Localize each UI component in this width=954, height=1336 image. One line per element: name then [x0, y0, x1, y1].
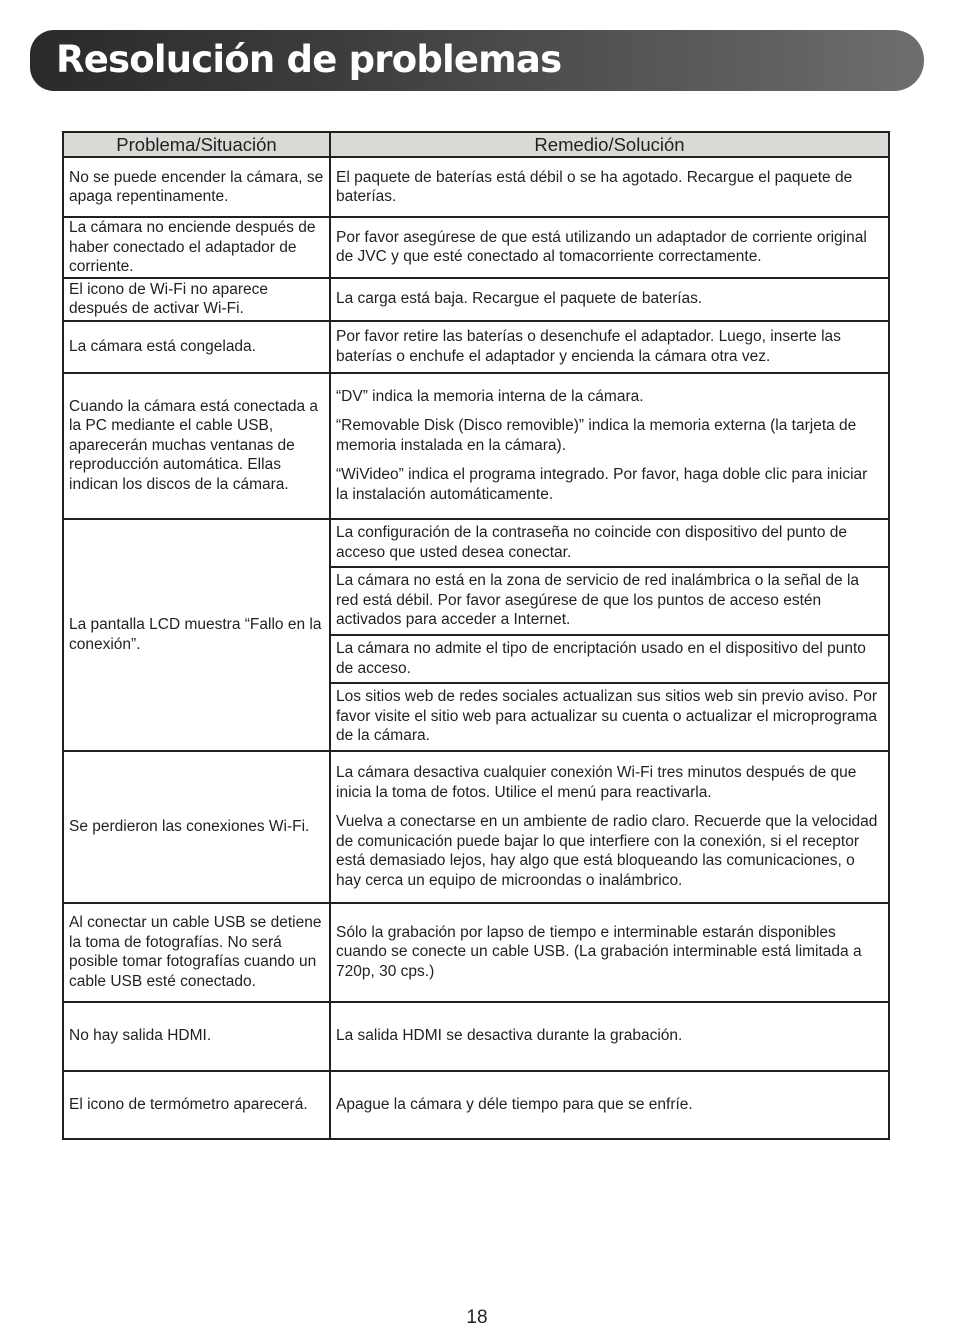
table-row	[63, 278, 889, 321]
remedy-line: La cámara desactiva cualquier conexión Wi-Fi tres minutos después de que inicia la toma de fotos. Utilice el menú para reactivarla.	[336, 764, 857, 801]
remedy-cell: Los sitios web de redes sociales actualizan sus sitios web sin previo aviso. Por favor visite el sitio web para actualizar su cuenta o actualizar el microprograma de la cámara.	[330, 683, 889, 751]
remedy-cell	[330, 751, 889, 903]
table-row	[63, 217, 889, 278]
remedy-cell	[330, 373, 889, 519]
problem-cell: Se perdieron las conexiones Wi-Fi.	[63, 751, 330, 903]
table-row	[63, 1071, 889, 1139]
troubleshooting-table	[62, 131, 890, 1140]
remedy-line: “WiVideo” indica el programa integrado. Por favor, haga doble clic para iniciar la instalación automáticamente.	[336, 466, 868, 503]
table-header-row	[63, 132, 889, 157]
problem-cell: La cámara está congelada.	[63, 321, 330, 373]
page-number: 18	[466, 1307, 488, 1328]
table-row	[63, 1002, 889, 1071]
remedy-line: “Removable Disk (Disco removible)” indica la memoria externa (la tarjeta de memoria instalada en la cámara).	[336, 417, 857, 454]
remedy-cell: La cámara no está en la zona de servicio de red inalámbrica o la señal de la red está débil. Por favor asegúrese de que los puntos de acceso estén activados para acceder a Internet.	[330, 567, 889, 635]
problem-cell: El icono de Wi-Fi no aparece después de activar Wi-Fi.	[63, 278, 330, 321]
remedy-cell: El paquete de baterías está débil o se ha agotado. Recargue el paquete de baterías.	[330, 157, 889, 217]
problem-cell: El icono de termómetro aparecerá.	[63, 1071, 330, 1139]
table-row	[63, 373, 889, 519]
remedy-cell: La cámara no admite el tipo de encriptación usado en el dispositivo del punto de acceso.	[330, 635, 889, 683]
remedy-cell: La configuración de la contraseña no coincide con dispositivo del punto de acceso que usted desea conectar.	[330, 519, 889, 567]
table-row	[63, 751, 889, 903]
problem-cell: No se puede encender la cámara, se apaga repentinamente.	[63, 157, 330, 217]
remedy-line: “DV” indica la memoria interna de la cámara.	[336, 387, 644, 405]
table-row	[63, 519, 889, 567]
remedy-cell: Por favor asegúrese de que está utilizando un adaptador de corriente original de JVC y que esté conectado al tomacorriente correctamente.	[330, 217, 889, 278]
remedy-cell: Sólo la grabación por lapso de tiempo e interminable estarán disponibles cuando se conecte un cable USB. (La grabación interminable está limitada a 720p, 30 cps.)	[330, 903, 889, 1002]
header-problem: Problema/Situación	[63, 132, 330, 157]
problem-cell: No hay salida HDMI.	[63, 1002, 330, 1071]
problem-cell: La pantalla LCD muestra “Fallo en la conexión”.	[63, 519, 330, 751]
table-row	[63, 321, 889, 373]
problem-cell: La cámara no enciende después de haber conectado el adaptador de corriente.	[63, 217, 330, 278]
page-title: Resolución de problemas	[56, 38, 562, 81]
title-bar	[30, 30, 924, 91]
remedy-cell: La salida HDMI se desactiva durante la grabación.	[330, 1002, 889, 1071]
table-row	[63, 903, 889, 1002]
header-remedy: Remedio/Solución	[330, 132, 889, 157]
remedy-line: Vuelva a conectarse en un ambiente de radio claro. Recuerde que la velocidad de comunicación puede bajar lo que interfiere con la conexión, si el receptor está demasiado lejos, hay algo que está bloqueando las comunicaciones, o hay cerca un equipo de microondas o inalámbrico.	[336, 813, 878, 889]
remedy-cell: Por favor retire las baterías o desenchufe el adaptador. Luego, inserte las baterías o enchufe el adaptador y encienda la cámara otra vez.	[330, 321, 889, 373]
table-row	[63, 157, 889, 217]
remedy-cell: Apague la cámara y déle tiempo para que se enfríe.	[330, 1071, 889, 1139]
problem-cell: Cuando la cámara está conectada a la PC mediante el cable USB, aparecerán muchas ventanas de reproducción automática. Ellas indican los discos de la cámara.	[63, 373, 330, 519]
remedy-cell: La carga está baja. Recargue el paquete de baterías.	[330, 278, 889, 321]
problem-cell: Al conectar un cable USB se detiene la toma de fotografías. No será posible tomar fotografías cuando un cable USB esté conectado.	[63, 903, 330, 1002]
